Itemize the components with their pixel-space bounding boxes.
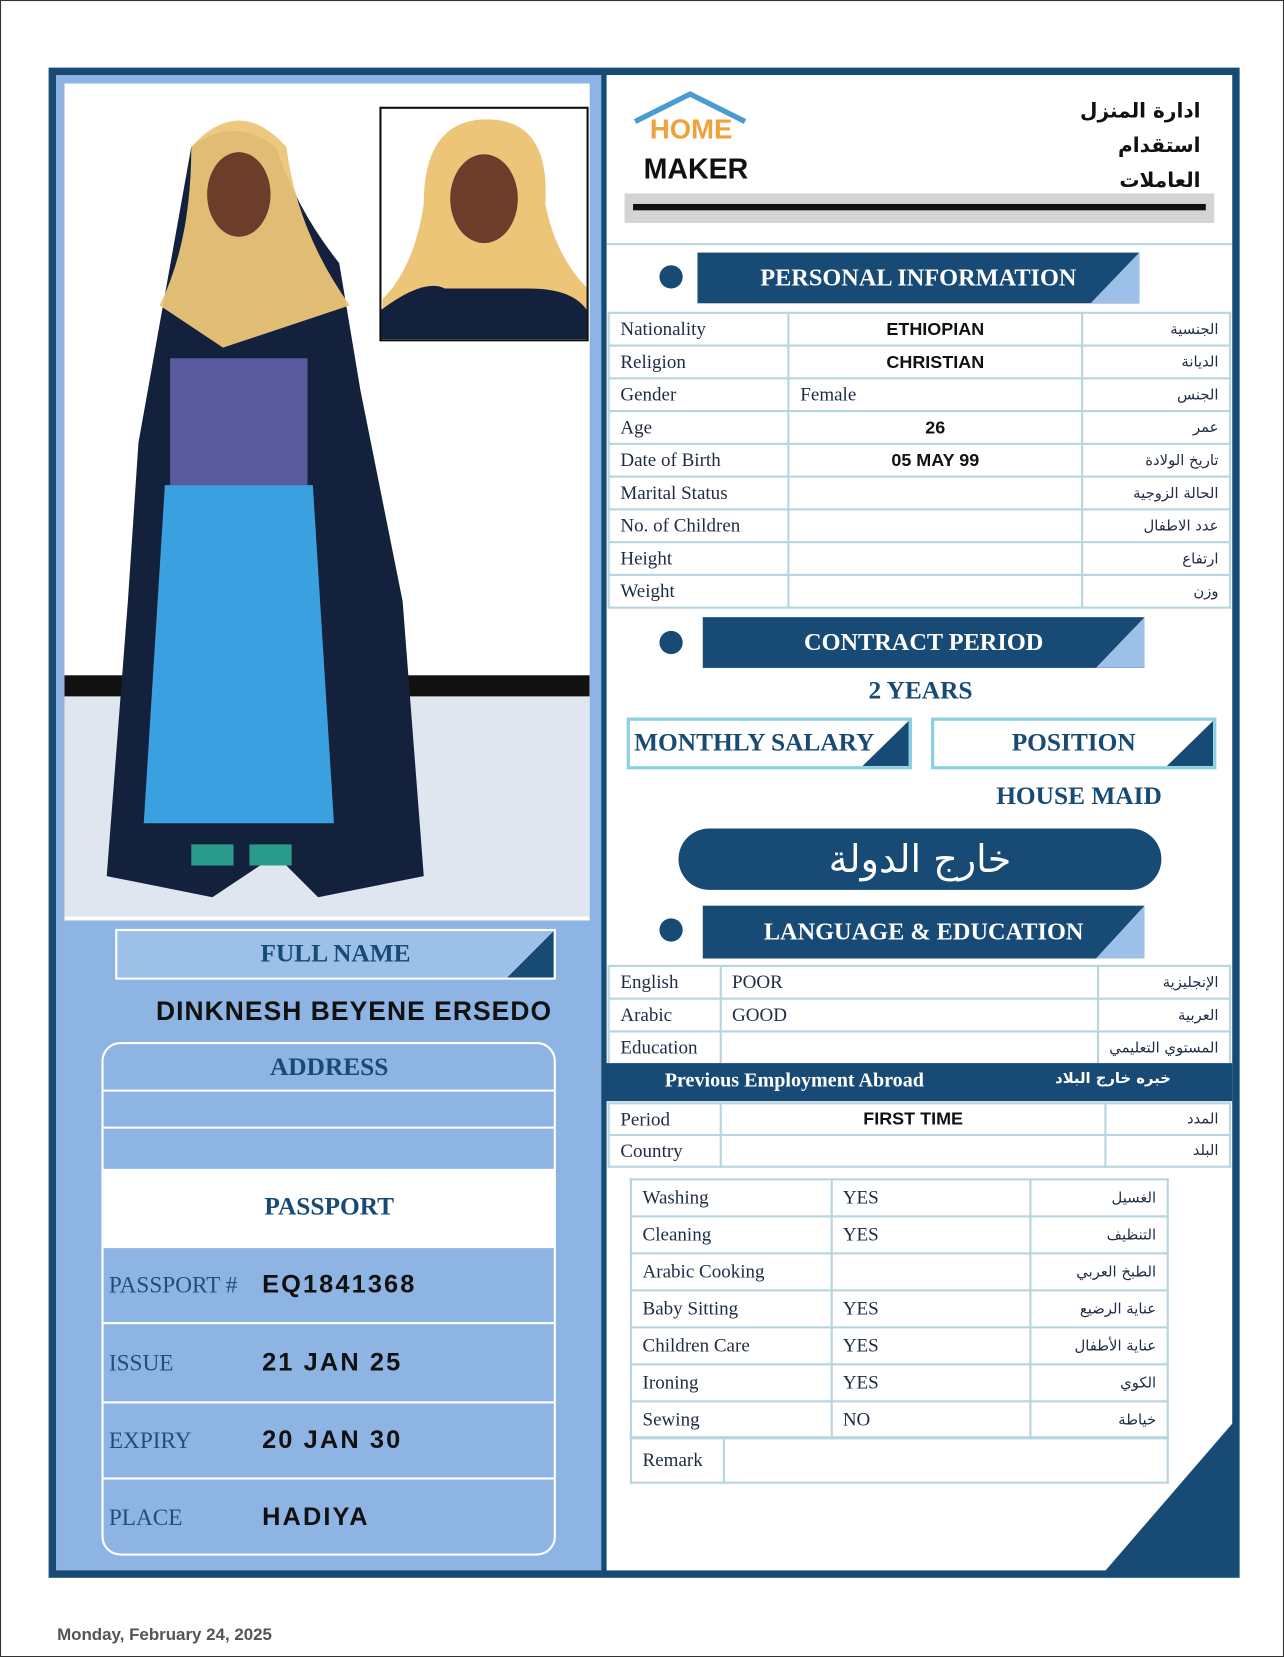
cell-value: [789, 509, 1082, 542]
remark-value: [724, 1437, 1168, 1482]
cell-ar: تاريخ الولادة: [1082, 444, 1230, 477]
monthly-salary-label: MONTHLY SALARY: [634, 729, 875, 757]
cell-label: Gender: [609, 378, 789, 411]
cell-ar: عمر: [1082, 411, 1230, 444]
cell-ar: الكوي: [1031, 1364, 1168, 1401]
company-arabic-line2: استقدام العاملات: [1118, 134, 1201, 193]
table-row: [631, 1216, 1168, 1253]
passport-photo: [379, 107, 588, 342]
cell-ar: وزن: [1082, 575, 1230, 608]
passport-field-label: PASSPORT #: [108, 1271, 238, 1298]
table-row: [609, 999, 1230, 1032]
previous-employment-title: Previous Employment Abroad: [664, 1069, 924, 1092]
cell-value: POOR: [720, 966, 1097, 999]
footer-date: Monday, February 24, 2025: [57, 1626, 272, 1645]
cell-label: Children Care: [631, 1327, 831, 1364]
cell-label: Arabic Cooking: [631, 1253, 831, 1290]
cell-ar: عناية الرضيع: [1031, 1290, 1168, 1327]
full-name-value: DINKNESH BEYENE ERSEDO: [155, 996, 553, 1027]
cell-ar: البلد: [1106, 1135, 1231, 1167]
table-row: [609, 346, 1230, 379]
passport-field-label: ISSUE: [108, 1349, 174, 1376]
cell-ar: العربية: [1098, 999, 1230, 1032]
table-row: [609, 1135, 1230, 1167]
cell-value: [789, 477, 1082, 510]
language-table: [608, 965, 1232, 1065]
bullet-icon: [659, 631, 682, 654]
language-education-header: [703, 906, 1145, 959]
cell-label: Cleaning: [631, 1216, 831, 1253]
passport-field-label: PLACE: [108, 1503, 183, 1530]
table-row: [609, 1031, 1230, 1064]
cell-label: Sewing: [631, 1401, 831, 1438]
cell-ar: الحالة الزوجية: [1082, 477, 1230, 510]
remark-table: [630, 1436, 1169, 1484]
monthly-salary-box: [627, 718, 912, 770]
table-row: [609, 313, 1230, 346]
passport-label: PASSPORT: [264, 1193, 395, 1221]
table-row: [609, 477, 1230, 510]
skills-table: [630, 1178, 1169, 1439]
cell-value: YES: [831, 1290, 1030, 1327]
cell-value: YES: [831, 1327, 1030, 1364]
table-row: [609, 575, 1230, 608]
cell-label: Period: [609, 1103, 721, 1135]
cell-ar: الجنسية: [1082, 313, 1230, 346]
full-name-header: [115, 929, 556, 980]
cell-ar: الطبخ العربي: [1031, 1253, 1168, 1290]
position-value: HOUSE MAID: [996, 783, 1162, 811]
cell-label: Arabic: [609, 999, 721, 1032]
table-row: [631, 1401, 1168, 1438]
cell-label: Religion: [609, 346, 789, 379]
cell-label: Baby Sitting: [631, 1290, 831, 1327]
cell-ar: المستوي التعليمي: [1098, 1031, 1230, 1064]
divider: [104, 1090, 555, 1092]
cell-label: Ironing: [631, 1364, 831, 1401]
abroad-badge: خارج الدولة: [678, 829, 1161, 890]
table-row: [609, 542, 1230, 575]
cell-ar: عدد الاطفال: [1082, 509, 1230, 542]
table-row: [631, 1290, 1168, 1327]
cell-label: Age: [609, 411, 789, 444]
passport-field-value: HADIYA: [262, 1502, 370, 1531]
contract-period-header: [703, 617, 1145, 668]
passport-row: [104, 1322, 555, 1401]
previous-employment-table: [608, 1102, 1232, 1168]
cell-value: YES: [831, 1364, 1030, 1401]
cell-label: Marital Status: [609, 477, 789, 510]
divider: [607, 243, 1233, 245]
contract-period-value: 2 YEARS: [868, 677, 973, 705]
cell-value: [831, 1253, 1030, 1290]
personal-information-title: PERSONAL INFORMATION: [760, 264, 1077, 291]
previous-employment-header: [603, 1063, 1232, 1101]
table-row: [631, 1437, 1168, 1482]
cell-value: ETHIOPIAN: [789, 313, 1082, 346]
cell-ar: خياطة: [1031, 1401, 1168, 1438]
passport-field-value: 21 JAN 25: [262, 1347, 403, 1377]
cell-label: Weight: [609, 575, 789, 608]
cell-ar: الإنجليزية: [1098, 966, 1230, 999]
cell-label: English: [609, 966, 721, 999]
home-maker-logo: [631, 90, 749, 187]
bullet-icon: [659, 265, 682, 288]
cell-value: 05 MAY 99: [789, 444, 1082, 477]
cell-ar: المدد: [1106, 1103, 1231, 1135]
table-row: [609, 509, 1230, 542]
logo-text-top: HOME: [649, 113, 733, 145]
cell-label: Date of Birth: [609, 444, 789, 477]
cell-value: YES: [831, 1216, 1030, 1253]
cell-ar: الغسيل: [1031, 1179, 1168, 1216]
passport-field-label: EXPIRY: [108, 1426, 192, 1454]
cell-value: [721, 1135, 1106, 1167]
address-label: ADDRESS: [269, 1053, 389, 1082]
table-row: [609, 378, 1230, 411]
logo-text-bottom: MAKER: [643, 153, 749, 185]
cell-value: [789, 575, 1082, 608]
contract-period-title: CONTRACT PERIOD: [804, 628, 1044, 656]
language-education-title: LANGUAGE & EDUCATION: [763, 918, 1084, 945]
cell-ar: الديانة: [1082, 346, 1230, 379]
cell-value: [720, 1031, 1097, 1064]
cell-value: NO: [831, 1401, 1030, 1438]
cell-label: Nationality: [609, 313, 789, 346]
divider: [64, 916, 589, 920]
company-arabic-name: [1042, 94, 1201, 199]
table-row: [631, 1253, 1168, 1290]
company-arabic-line1: ادارة المنزل: [1080, 99, 1201, 123]
table-row: [631, 1327, 1168, 1364]
passport-row: [104, 1246, 555, 1322]
passport-header: [104, 1169, 555, 1246]
previous-employment-title-ar: خبره خارج البلاد: [1055, 1070, 1171, 1088]
cell-label: Washing: [631, 1179, 831, 1216]
bullet-icon: [659, 918, 682, 941]
cell-label: No. of Children: [609, 509, 789, 542]
cell-value: 26: [789, 411, 1082, 444]
position-label: POSITION: [1011, 729, 1136, 757]
passport-row: [104, 1401, 555, 1477]
cell-label: Education: [609, 1031, 721, 1064]
cell-ar: ارتفاع: [1082, 542, 1230, 575]
cell-value: [789, 542, 1082, 575]
passport-field-value: EQ1841368: [262, 1270, 417, 1299]
full-name-label: FULL NAME: [260, 940, 411, 968]
table-row: [609, 1103, 1230, 1135]
cell-value: CHRISTIAN: [789, 346, 1082, 379]
table-row: [609, 444, 1230, 477]
cell-label: Country: [609, 1135, 721, 1167]
cell-ar: الجنس: [1082, 378, 1230, 411]
cell-value: YES: [831, 1179, 1030, 1216]
table-row: [631, 1364, 1168, 1401]
passport-field-value: 20 JAN 30: [262, 1425, 403, 1455]
table-row: [609, 411, 1230, 444]
table-row: [631, 1179, 1168, 1216]
personal-info-table: [608, 312, 1232, 609]
cell-value: GOOD: [720, 999, 1097, 1032]
table-row: [609, 966, 1230, 999]
cell-ar: التنظيف: [1031, 1216, 1168, 1253]
cell-ar: عناية الأطفال: [1031, 1327, 1168, 1364]
passport-row: [104, 1477, 555, 1554]
cell-value: Female: [789, 378, 1082, 411]
personal-information-header: [697, 253, 1139, 304]
remark-label: Remark: [631, 1437, 724, 1482]
cell-label: Height: [609, 542, 789, 575]
divider: [104, 1127, 555, 1129]
cell-value: FIRST TIME: [721, 1103, 1106, 1135]
position-box: [931, 718, 1216, 770]
